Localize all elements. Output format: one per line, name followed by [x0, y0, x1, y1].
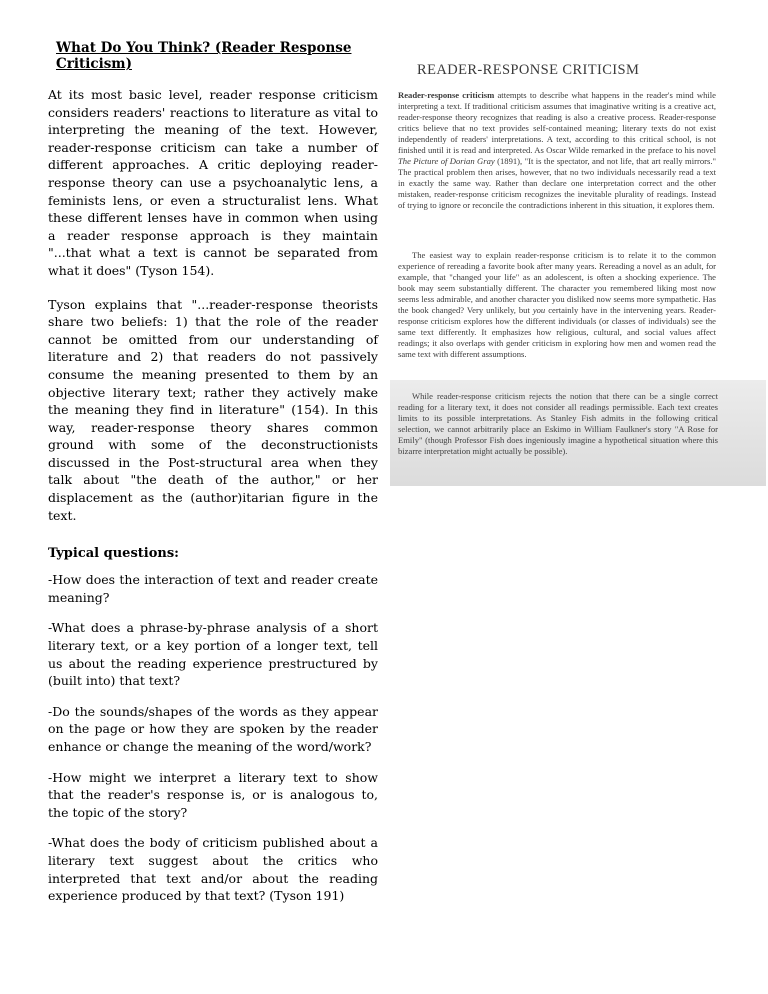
question-item: -What does a phrase-by-phrase analysis of a short literary text, or a key portion of a longer text, tell us about the reading experience prestructured by (built into) that text? — [48, 620, 378, 689]
scan-lead-term: Reader-response criticism — [398, 90, 495, 100]
scan-paragraph-rereading: The easiest way to explain reader-response criticism is to relate it to the common experience of rereading a favorite book after many years. Rereading a novel as an adult, for example, that "changed your life" as an adolescent, is often a shocking experience. The book may seem substantially different. The character you remembered liking most now seems less admirable, and another character you disliked now seems more sympathetic. Has the book changed? Very unlikely, but you certainly have in the intervening years. Reader-response criticism explores how the different individuals (or classes of individuals) see the same text differently. It emphasizes how religious, cultural, and social values affect readings; it also overlaps with gender criticism in exploring how men and women read the same text with different assumptions. — [398, 250, 716, 360]
tyson-paragraph: Tyson explains that "...reader-response theorists share two beliefs: 1) that the role of the reader cannot be omitted from our understanding of literature and 2) that readers do not passively consume the meaning presented to them by an objective literary text; rather they actively make the meaning they find in literature" (154). In this way, reader-response theory shares common ground with some of the deconstructionists discussed in the Post-structural area when they talk about "the death of the author," or her displacement as the (author)itarian figure in the text. — [48, 296, 378, 523]
question-item: -What does the body of criticism published about a literary text suggest about the critics who interpreted that text and/or about the reading experience produced by that text? (Tyson 191) — [48, 835, 378, 904]
scan-book-title: The Picture of Dorian Gray — [398, 156, 495, 167]
page-title: What Do You Think? (Reader Response Criticism) — [56, 40, 352, 72]
question-item: -How might we interpret a literary text to show that the reader's response is, or is analogous to, the topic of the story? — [48, 769, 378, 820]
scanned-textbook-excerpt — [390, 52, 766, 486]
scan-paragraph-definition: Reader-response criticism attempts to describe what happens in the reader's mind while interpreting a text. If traditional criticism assumes that imaginative writing is a creative act, reader-response theory recognizes that reading is also a creative process. Reader-response critics believe that no text provides self-contained meaning; literary texts do not exist independently of readers' interpretations. A text, according to this critical school, is not finished until it is read and interpreted. As Oscar Wilde remarked in the preface to his novel The Picture of Dorian Gray (1891), "It is the spectator, and not life, that art really mirrors." The practical problem then arises, however, that no two individuals necessarily read a text in exactly the same way. Rather than declare one interpretation correct and the other mistaken, reader-response criticism recognizes the inevitable plurality of readings. Instead of trying to ignore or reconcile the contradictions inherent in this situation, it explores them. — [398, 90, 716, 211]
question-item: -How does the interaction of text and reader create meaning? — [48, 572, 378, 605]
question-item: -Do the sounds/shapes of the words as they appear on the page or how they are spoken by the reader enhance or change the meaning of the word/work? — [48, 703, 378, 754]
scan-heading: READER-RESPONSE CRITICISM — [417, 62, 640, 78]
questions-heading: Typical questions: — [48, 546, 179, 562]
scan-paragraph-limits: While reader-response criticism rejects the notion that there can be a single correct reading for a literary text, it does not consider all readings permissible. Each text creates limits to its possible interpretations. As Stanley Fish admits in the following critical selection, we cannot arbitrarily place an Eskimo in William Faulkner's story "A Rose for Emily" (though Professor Fish does ingeniously imagine a hypothetical situation where this bizarre interpretation might actually be possible). — [398, 391, 718, 457]
intro-paragraph: At its most basic level, reader response criticism considers readers' reactions to literature as vital to interpreting the meaning of the text. However, reader-response criticism can take a number of different approaches. A critic deploying reader-response theory can use a psychoanalytic lens, a feminists lens, or even a structuralist lens. What these different lenses have in common when using a reader response approach is they maintain "...that what a text is cannot be separated from what it does" (Tyson 154). — [48, 87, 378, 278]
handout-column — [48, 40, 378, 918]
